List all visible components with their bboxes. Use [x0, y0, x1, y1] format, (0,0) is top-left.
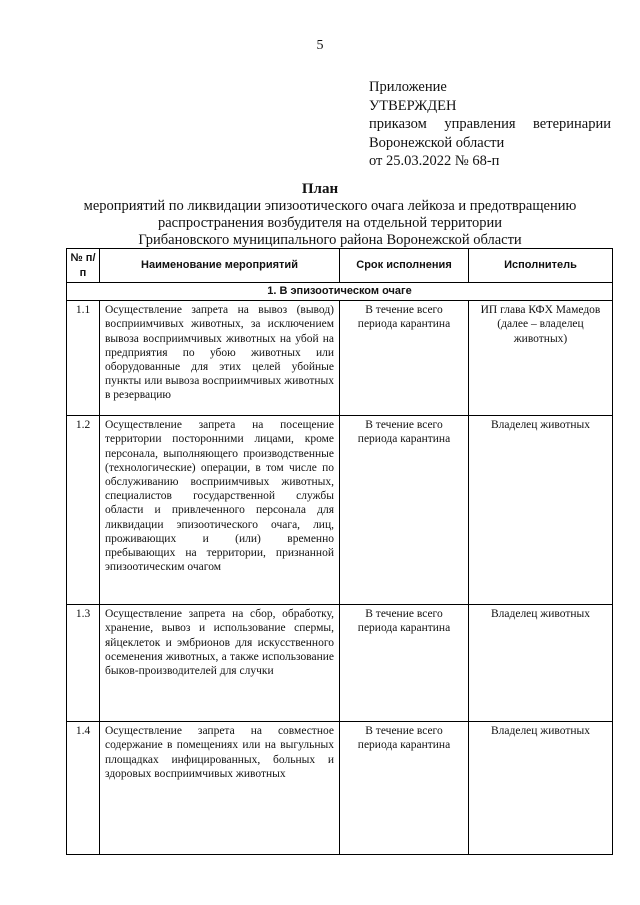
section-row [67, 283, 613, 301]
row-name: Осуществление запрета на сбор, обработку, хранение, вывоз и использование спермы, яйцеклеток и эмбрионов для искусственного осеменения животных, а также использование быков-производителей для случки [100, 605, 340, 722]
row-num: 1.4 [67, 722, 100, 855]
row-num: 1.3 [67, 605, 100, 722]
row-exec: Владелец животных [469, 605, 613, 722]
approval-block [369, 78, 611, 171]
row-num: 1.1 [67, 301, 100, 416]
approval-line-date: от 25.03.2022 № 68-п [369, 153, 500, 169]
subtitle-line-2: распространения возбудителя на отдельной территории [158, 215, 502, 231]
row-term: В течение всего периода карантина [340, 722, 469, 855]
approval-line-appendix: Приложение [369, 79, 447, 95]
approval-line-region: Воронежской области [369, 134, 505, 151]
row-name: Осуществление запрета на посещение территории посторонними лицами, кроме персонала, выполняющего производственные (технологические) операции, в том числе по обслуживанию восприимчивых животных, специалистов государственной службы области и привлеченного персонала для ликвидации эпизоотического очага, лиц, проживающих и (или) временно пребывающих на территории, признанной эпизоотическим очагом [100, 416, 340, 605]
table-row [67, 722, 613, 855]
table-row [67, 416, 613, 605]
row-term: В течение всего периода карантина [340, 605, 469, 722]
table-row [67, 605, 613, 722]
table-row [67, 301, 613, 416]
section-title: 1. В эпизоотическом очаге [67, 283, 613, 301]
header-exec: Исполнитель [469, 249, 613, 283]
approval-line-order: приказом управления ветеринарии [369, 116, 611, 132]
subtitle-line-1: мероприятий по ликвидации эпизоотического очага лейкоза и предотвращению [83, 198, 577, 214]
header-num: № п/п [67, 249, 100, 283]
document-subtitle [60, 198, 600, 249]
page-number: 5 [316, 38, 324, 53]
document-title: План [301, 181, 339, 197]
header-name: Наименование мероприятий [100, 249, 340, 283]
row-name: Осуществление запрета на совместное содержание в помещениях или на выгульных площадках инфицированных, больных и здоровых восприимчивых животных [100, 722, 340, 855]
row-exec: Владелец животных [469, 722, 613, 855]
approval-line-approved: УТВЕРЖДЕН [369, 97, 457, 114]
row-term: В течение всего периода карантина [340, 301, 469, 416]
row-num: 1.2 [67, 416, 100, 605]
row-exec: ИП глава КФХ Мамедов (далее – владелец животных) [469, 301, 613, 416]
row-exec: Владелец животных [469, 416, 613, 605]
header-term: Срок исполнения [340, 249, 469, 283]
subtitle-line-3: Грибановского муниципального района Воронежской области [138, 232, 522, 248]
row-name: Осуществление запрета на вывоз (вывод) восприимчивых животных, за исключением вывоза восприимчивых животных на убой на предприятия по убою животных или оборудованные для этих целей убойные пункты или вывоза восприимчивых животных в резервацию [100, 301, 340, 416]
plan-table [66, 248, 613, 855]
table-header-row [67, 249, 613, 283]
row-term: В течение всего периода карантина [340, 416, 469, 605]
